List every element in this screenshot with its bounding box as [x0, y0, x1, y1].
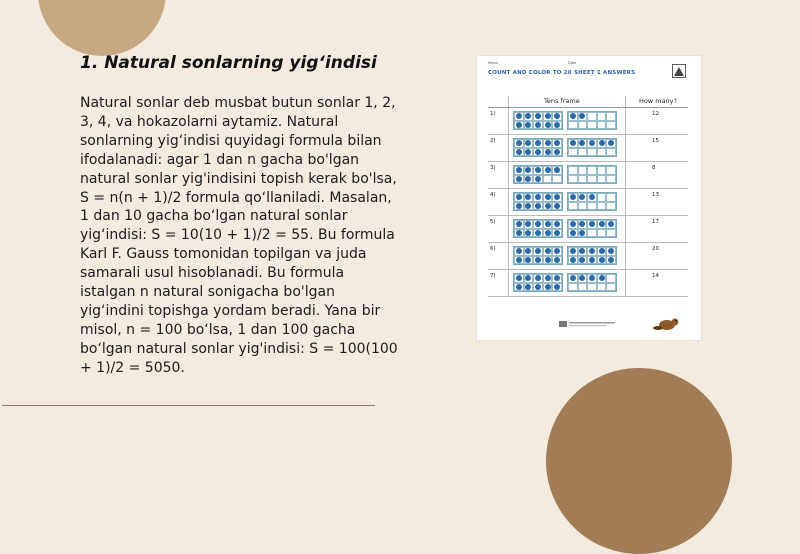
worksheet-row [488, 135, 688, 162]
counter-dot [516, 221, 522, 227]
tens-frame-cell [552, 121, 562, 130]
counter-dot [579, 248, 585, 254]
tens-frame-cell [543, 229, 553, 238]
tens-frame-cell [587, 220, 597, 229]
worksheet-date-label: Date [568, 61, 577, 65]
tens-frame-cell [514, 283, 524, 292]
tens-frame-cell [597, 229, 607, 238]
counter-dot [525, 122, 531, 128]
counter-dot [554, 194, 560, 200]
tens-frame-cell [543, 148, 553, 157]
tens-frame-cell [524, 202, 534, 211]
worksheet-image [477, 56, 701, 340]
tens-frame-cell [524, 220, 534, 229]
counter-dot [570, 113, 576, 119]
tens-frame-cell [533, 202, 543, 211]
counter-dot [545, 203, 551, 209]
counter-dot [608, 257, 614, 263]
tens-frame-cell [514, 256, 524, 265]
tens-frame-cell [524, 112, 534, 121]
counter-dot [579, 257, 585, 263]
tens-frame-cell [606, 229, 616, 238]
counter-dot [516, 167, 522, 173]
tens-frame [567, 138, 617, 157]
tens-frame [513, 219, 563, 238]
counter-dot [570, 257, 576, 263]
counter-dot [535, 203, 541, 209]
counter-dot [545, 230, 551, 236]
tens-frame-cell [514, 193, 524, 202]
counter-dot [608, 221, 614, 227]
tens-frame-cell [597, 202, 607, 211]
counter-dot [535, 221, 541, 227]
tens-frame-cell [543, 193, 553, 202]
counter-dot [535, 140, 541, 146]
tens-frame-cell [587, 121, 597, 130]
tens-frame-cell [568, 274, 578, 283]
tens-frame-cell [587, 148, 597, 157]
counter-dot [516, 149, 522, 155]
counter-dot [525, 230, 531, 236]
tens-frame-cell [524, 229, 534, 238]
tens-frame-cell [524, 175, 534, 184]
decorative-circle-bottom [546, 368, 732, 554]
counter-dot [516, 248, 522, 254]
counter-dot [525, 203, 531, 209]
tens-frame-cell [597, 121, 607, 130]
counter-dot [554, 140, 560, 146]
counter-dot [589, 248, 595, 254]
counter-dot [525, 194, 531, 200]
tens-frame-cell [606, 139, 616, 148]
slide-title: 1. Natural sonlarning yig‘indisi [80, 53, 377, 73]
tens-frame-cell [578, 139, 588, 148]
tens-frame-cell [597, 148, 607, 157]
tens-frame-cell [597, 175, 607, 184]
tens-frame-cell [568, 148, 578, 157]
tens-frame-cell [552, 166, 562, 175]
row-answer: 20 [652, 246, 659, 252]
counter-dot [554, 167, 560, 173]
tens-frame-cell [587, 247, 597, 256]
tens-frame-cell [533, 247, 543, 256]
tens-frame-cell [514, 166, 524, 175]
tens-frame-cell [543, 274, 553, 283]
row-number: 7) [490, 273, 496, 279]
counter-dot [579, 140, 585, 146]
tens-frame-cell [578, 166, 588, 175]
counter-dot [516, 113, 522, 119]
counter-dot [589, 275, 595, 281]
tens-frame-cell [533, 256, 543, 265]
tens-frame-cell [597, 274, 607, 283]
tens-frame-cell [514, 139, 524, 148]
tens-frame-cell [552, 256, 562, 265]
row-answer: 13 [652, 192, 659, 198]
counter-dot [516, 203, 522, 209]
tens-frame-cell [587, 256, 597, 265]
tens-frame-cell [568, 283, 578, 292]
tens-frame-cell [533, 112, 543, 121]
tens-frame-cell [533, 148, 543, 157]
tens-frame-cell [578, 121, 588, 130]
divider-line [2, 405, 375, 406]
counter-dot [554, 203, 560, 209]
tens-frame-cell [587, 274, 597, 283]
row-answer: 8 [652, 165, 656, 171]
tens-frame-cell [568, 247, 578, 256]
row-number: 4) [490, 192, 496, 198]
tens-frame-cell [543, 256, 553, 265]
tens-frame-cell [552, 274, 562, 283]
tens-frame-cell [543, 112, 553, 121]
counter-dot [525, 248, 531, 254]
counter-dot [599, 140, 605, 146]
tens-frame [513, 273, 563, 292]
tens-frame-cell [597, 112, 607, 121]
tens-frame-cell [543, 139, 553, 148]
tens-frame-cell [578, 148, 588, 157]
counter-dot [525, 176, 531, 182]
tens-frame [567, 219, 617, 238]
tens-frame-cell [597, 220, 607, 229]
tens-frame-cell [587, 193, 597, 202]
tens-frame-cell [543, 121, 553, 130]
tens-frame-cell [552, 175, 562, 184]
counter-dot [570, 140, 576, 146]
tens-frame-cell [587, 166, 597, 175]
row-answer: 12 [652, 111, 659, 117]
counter-dot [535, 167, 541, 173]
tens-frame-cell [552, 283, 562, 292]
counter-dot [525, 113, 531, 119]
tens-frame-cell [552, 229, 562, 238]
counter-dot [545, 122, 551, 128]
counter-dot [516, 284, 522, 290]
worksheet-rows [488, 108, 688, 297]
tens-frame-cell [597, 283, 607, 292]
worksheet-row [488, 189, 688, 216]
counter-dot [525, 257, 531, 263]
tens-frame-cell [514, 112, 524, 121]
tens-frame-cell [597, 193, 607, 202]
tens-frame [567, 273, 617, 292]
tens-frame-cell [514, 202, 524, 211]
counter-dot [570, 230, 576, 236]
worksheet-logo-icon [672, 64, 686, 78]
counter-dot [589, 257, 595, 263]
tens-frame-cell [606, 175, 616, 184]
counter-dot [589, 194, 595, 200]
counter-dot [554, 284, 560, 290]
counter-dot [579, 230, 585, 236]
counter-dot [535, 149, 541, 155]
beaver-mascot-icon [653, 313, 681, 333]
tens-frame-cell [597, 139, 607, 148]
tens-frame-cell [524, 148, 534, 157]
counter-dot [535, 257, 541, 263]
counter-dot [599, 275, 605, 281]
tens-frame-cell [606, 274, 616, 283]
counter-dot [525, 167, 531, 173]
counter-dot [579, 113, 585, 119]
tens-frame-cell [606, 202, 616, 211]
worksheet-name-label: Name [488, 61, 499, 65]
counter-dot [525, 275, 531, 281]
counter-dot [545, 113, 551, 119]
decorative-circle-top [38, 0, 166, 56]
counter-dot [545, 194, 551, 200]
tens-frame-cell [533, 283, 543, 292]
tens-frame-cell [587, 139, 597, 148]
tens-frame-cell [543, 166, 553, 175]
tens-frame [513, 246, 563, 265]
counter-dot [570, 221, 576, 227]
tens-frame [513, 165, 563, 184]
counter-dot [545, 167, 551, 173]
row-number: 2) [490, 138, 496, 144]
counter-dot [535, 122, 541, 128]
worksheet-table [488, 96, 688, 297]
counter-dot [579, 275, 585, 281]
tens-frame-cell [533, 121, 543, 130]
tens-frame-cell [514, 247, 524, 256]
tens-frame-cell [587, 283, 597, 292]
counter-dot [599, 221, 605, 227]
counter-dot [545, 257, 551, 263]
tens-frame-cell [587, 175, 597, 184]
counter-dot [545, 284, 551, 290]
tens-frame-cell [524, 166, 534, 175]
tens-frame-cell [606, 283, 616, 292]
tens-frame-cell [578, 283, 588, 292]
row-number: 5) [490, 219, 496, 225]
tens-frame-cell [606, 112, 616, 121]
tens-frame-cell [568, 112, 578, 121]
worksheet-title: COUNT AND COLOR TO 20 SHEET 1 ANSWERS [488, 70, 636, 76]
tens-frame [513, 111, 563, 130]
tens-frame-cell [514, 229, 524, 238]
tens-frame [567, 192, 617, 211]
tens-frame [567, 111, 617, 130]
tens-frame-cell [524, 283, 534, 292]
tens-frame-cell [514, 175, 524, 184]
tens-frame-cell [552, 220, 562, 229]
tens-frame-cell [587, 112, 597, 121]
counter-dot [525, 149, 531, 155]
tens-frame-cell [533, 220, 543, 229]
row-answer: 14 [652, 273, 659, 279]
tens-frame-cell [524, 256, 534, 265]
tens-frame [513, 138, 563, 157]
counter-dot [554, 113, 560, 119]
counter-dot [554, 230, 560, 236]
counter-dot [535, 275, 541, 281]
counter-dot [535, 230, 541, 236]
tens-frame-cell [552, 193, 562, 202]
counter-dot [589, 221, 595, 227]
slide-body-text: Natural sonlar deb musbat butun sonlar 1, 2, 3, 4, va hokazolarni aytamiz. Natural sonlarning yig‘indisi quyidagi formula bilan ifodalanadi: agar 1 dan n gacha bo'lgan natural sonlar yig'indisini topish kerak bo'lsa, S = n(n + 1)/2 formula qo‘llaniladi. Masalan, 1 dan 10 gacha bo‘lgan natural sonlar yig‘indisi: S = 10(10 + 1)/2 = 55. Bu formula Karl F. Gauss tomonidan topilgan va juda samarali usul hisoblanadi. Bu formula istalgan n natural sonigacha bo'lgan yig‘indini topishga yordam beradi. Yana bir misol, n = 100 bo‘lsa, 1 dan 100 gacha bo‘lgan natural sonlar yig'indisi: S = 100(100 + 1)/2 = 5050. [80, 95, 398, 376]
counter-dot [554, 149, 560, 155]
tens-frame-cell [568, 220, 578, 229]
tens-frame-cell [568, 121, 578, 130]
tens-frame-cell [524, 139, 534, 148]
worksheet-row [488, 216, 688, 243]
tens-frame-cell [606, 148, 616, 157]
tens-frame-cell [568, 202, 578, 211]
tens-frame-cell [543, 220, 553, 229]
tens-frame-cell [524, 247, 534, 256]
tens-frame-cell [543, 247, 553, 256]
counter-dot [599, 248, 605, 254]
counter-dot [589, 140, 595, 146]
tens-frame-cell [514, 121, 524, 130]
counter-dot [525, 221, 531, 227]
counter-dot [608, 248, 614, 254]
tens-frame-cell [587, 229, 597, 238]
counter-dot [535, 176, 541, 182]
tens-frame-cell [533, 175, 543, 184]
tens-frame-cell [524, 121, 534, 130]
tens-frame-cell [578, 220, 588, 229]
counter-dot [525, 140, 531, 146]
row-answer: 17 [652, 219, 659, 225]
tens-frame-cell [578, 193, 588, 202]
tens-frame-cell [552, 148, 562, 157]
tens-frame-cell [587, 202, 597, 211]
counter-dot [545, 149, 551, 155]
counter-dot [516, 194, 522, 200]
tens-frame-cell [606, 247, 616, 256]
tens-frame [513, 192, 563, 211]
tens-frame-cell [514, 274, 524, 283]
counter-dot [579, 221, 585, 227]
tens-frame-cell [597, 247, 607, 256]
counter-dot [545, 275, 551, 281]
tens-frame-cell [578, 112, 588, 121]
counter-dot [535, 194, 541, 200]
tens-frame-cell [597, 166, 607, 175]
row-answer: 15 [652, 138, 659, 144]
tens-frame-cell [514, 148, 524, 157]
counter-dot [608, 140, 614, 146]
tens-frame-cell [606, 193, 616, 202]
tens-frame-cell [552, 247, 562, 256]
counter-dot [516, 176, 522, 182]
tens-frame-cell [578, 229, 588, 238]
tens-frame-cell [568, 229, 578, 238]
worksheet-row [488, 243, 688, 270]
tens-frame-cell [578, 175, 588, 184]
tens-frame-cell [606, 166, 616, 175]
counter-dot [535, 284, 541, 290]
tens-frame-cell [568, 175, 578, 184]
tens-frame-cell [568, 256, 578, 265]
tens-frame-cell [552, 139, 562, 148]
tens-frame-cell [533, 229, 543, 238]
tens-frame-cell [578, 247, 588, 256]
counter-dot [570, 275, 576, 281]
counter-dot [516, 140, 522, 146]
tens-frame-cell [606, 256, 616, 265]
counter-dot [516, 275, 522, 281]
counter-dot [570, 248, 576, 254]
tens-frame-cell [533, 139, 543, 148]
counter-dot [554, 122, 560, 128]
tens-frame-cell [543, 202, 553, 211]
tens-frame-cell [578, 256, 588, 265]
row-number: 6) [490, 246, 496, 252]
tens-frame-cell [552, 202, 562, 211]
tens-frame-cell [578, 274, 588, 283]
tens-frame [567, 165, 617, 184]
row-number: 1) [490, 111, 496, 117]
tens-frame-cell [524, 274, 534, 283]
tens-frame-cell [597, 256, 607, 265]
counter-dot [516, 257, 522, 263]
tens-frame-cell [578, 202, 588, 211]
tens-frame-cell [606, 121, 616, 130]
counter-dot [545, 140, 551, 146]
worksheet-table-header [488, 96, 688, 108]
worksheet-row [488, 270, 688, 297]
tens-frame-cell [606, 220, 616, 229]
worksheet-footer-logo-icon [559, 320, 617, 328]
counter-dot [554, 221, 560, 227]
counter-dot [516, 122, 522, 128]
counter-dot [535, 248, 541, 254]
tens-frame-cell [568, 139, 578, 148]
column-header-how-many: How many? [639, 97, 677, 105]
counter-dot [570, 194, 576, 200]
counter-dot [516, 230, 522, 236]
counter-dot [599, 257, 605, 263]
counter-dot [554, 257, 560, 263]
worksheet-row [488, 108, 688, 135]
counter-dot [525, 284, 531, 290]
counter-dot [545, 248, 551, 254]
tens-frame-cell [533, 166, 543, 175]
counter-dot [554, 275, 560, 281]
counter-dot [535, 113, 541, 119]
counter-dot [545, 221, 551, 227]
tens-frame-cell [552, 112, 562, 121]
tens-frame-cell [568, 193, 578, 202]
tens-frame-cell [543, 283, 553, 292]
tens-frame-cell [533, 274, 543, 283]
tens-frame-cell [543, 175, 553, 184]
tens-frame-cell [533, 193, 543, 202]
row-number: 3) [490, 165, 496, 171]
tens-frame [567, 246, 617, 265]
counter-dot [554, 248, 560, 254]
counter-dot [579, 194, 585, 200]
tens-frame-cell [568, 166, 578, 175]
tens-frame-cell [524, 193, 534, 202]
tens-frame-cell [514, 220, 524, 229]
column-header-tens-frame: Tens frame [544, 97, 580, 105]
worksheet-row [488, 162, 688, 189]
